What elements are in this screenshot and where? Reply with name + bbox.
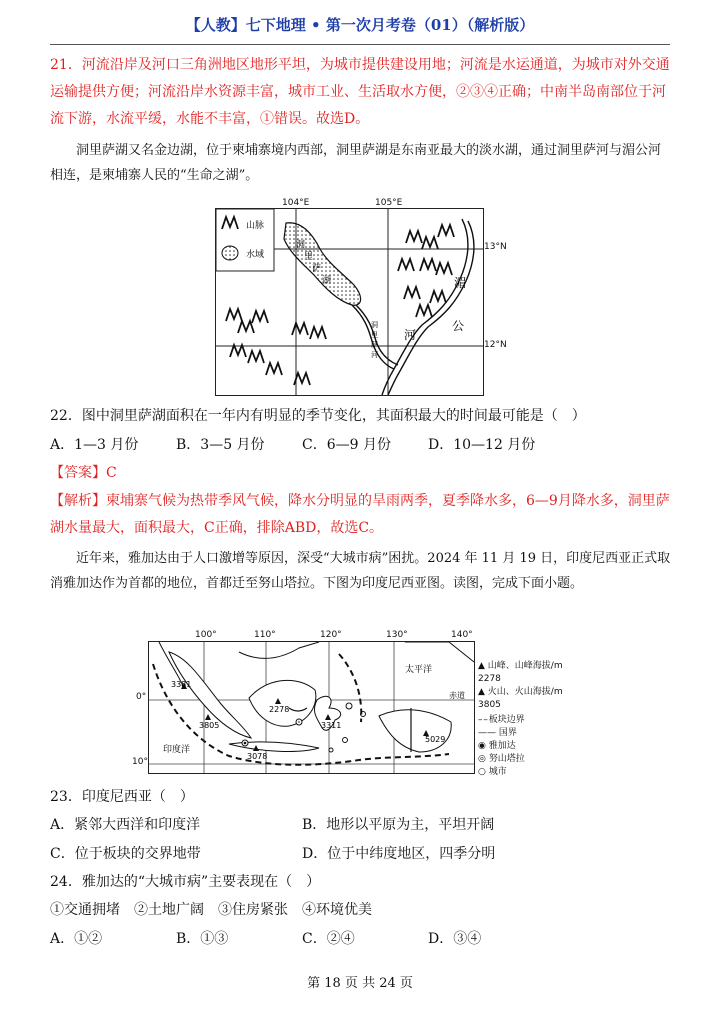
map2-lon-120: 120° xyxy=(320,630,342,640)
legend-volcano-value: 3805 xyxy=(478,700,501,710)
indonesia-map xyxy=(148,641,475,774)
q22-intro: 洞里萨湖又名金边湖，位于柬埔寨境内西部，洞里萨湖是东南亚最大的淡水湖，通过洞里萨河与湄公河相连，是柬埔寨人民的“生命之湖”。 xyxy=(50,143,662,183)
answer-label: 【答案】 xyxy=(50,465,106,481)
q23-intro: 近年来，雅加达由于人口激增等原因，深受“大城市病”困扰。2024 年 11 月 19 日，印度尼西亚正式取消雅加达作为首都的地位，首都迁至努山塔拉。下图为印度尼西亚图。读图，完成下面小题。 xyxy=(50,551,671,591)
peak-label-5: 3078 xyxy=(247,752,268,761)
mekong-char-1: 湄 xyxy=(454,276,467,290)
kalimantan-island xyxy=(249,680,316,726)
q23-option-a: A．紧邻大西洋和印度洋 xyxy=(50,817,201,833)
map2-lat-10: 10° xyxy=(132,757,148,767)
map2-lat-0: 0° xyxy=(136,692,147,702)
q22-answer xyxy=(50,462,117,482)
peak-label-6: 5029 xyxy=(425,735,446,744)
legend-city-label: 城市 xyxy=(488,767,507,777)
map1-lat-13: 13°N xyxy=(484,242,507,252)
mekong-char-3: 河 xyxy=(404,328,417,342)
analysis-label: 【解析】 xyxy=(50,493,106,509)
q23-option-b: B．地形以平原为主，平坦开阔 xyxy=(302,817,495,833)
legend-plate-icon: – – xyxy=(478,715,489,725)
map1-lon-104: 104°E xyxy=(282,198,310,208)
peak-label-4: 3311 xyxy=(321,721,342,730)
map2-lon-100: 100° xyxy=(195,630,217,640)
legend-water-label: 水域 xyxy=(246,250,265,260)
legend-border-icon: —— xyxy=(478,728,496,738)
map2-lon-130: 130° xyxy=(386,630,408,640)
lake-char-4: 湖 xyxy=(322,276,332,286)
legend-city-icon: ○ xyxy=(478,767,486,777)
peak-label-1: 3381 xyxy=(171,680,192,689)
river-char-3: 萨 xyxy=(371,341,378,349)
q23-option-c: C．位于板块的交界地带 xyxy=(50,846,201,862)
q24-option-d: D．③④ xyxy=(428,931,482,947)
map1-lon-105: 105°E xyxy=(375,198,403,208)
q24-option-a: A．①② xyxy=(50,931,103,947)
tonle-sap-map xyxy=(215,208,484,396)
peak-label-3: 2278 xyxy=(269,705,290,714)
legend-volcano-icon: ▲ xyxy=(478,687,485,697)
q24-option-c: C．②④ xyxy=(302,931,355,947)
indonesia-map-legend xyxy=(478,660,638,779)
page-header-title: 【人教】七下地理 • 第一次月考卷（01）（解析版） xyxy=(185,16,535,34)
q24-option-b: B．①③ xyxy=(176,931,229,947)
equator-label: 赤道 xyxy=(449,691,465,700)
lake-char-2: 里 xyxy=(304,252,314,262)
q24-items: ①交通拥堵 ②土地广阔 ③住房紧张 ④环境优美 xyxy=(50,902,372,918)
q21-explanation: 21．河流沿岸及河口三角洲地区地形平坦，为城市提供建设用地；河流是水运通道，为城市对外交通运输提供方便；河流沿岸水资源丰富，城市工业、生活取水方便，②③④正确；中南半岛南部位于河流下游，水流平缓，水能不丰富，①错误。故选D。 xyxy=(50,57,670,127)
legend-water-icon xyxy=(222,246,238,260)
legend-peak-value: 2278 xyxy=(478,674,501,684)
legend-plate-label: 板块边界 xyxy=(488,715,525,725)
q22-option-b: B．3—5 月份 xyxy=(176,437,265,453)
mekong-char-2: 公 xyxy=(452,319,465,333)
legend-peak-icon: ▲ xyxy=(478,661,485,671)
pacific-ocean-label: 太平洋 xyxy=(405,665,433,675)
legend-volcano-label: 火山、火山海拔/m xyxy=(487,687,563,697)
peak-label-2: 3805 xyxy=(199,721,220,730)
legend-peak-label: 山峰、山峰海拔/m xyxy=(487,661,563,671)
river-char-4: 河 xyxy=(371,351,378,359)
legend-jakarta-icon: ◉ xyxy=(478,741,486,751)
q24-stem: 24．雅加达的“大城市病”主要表现在（ ） xyxy=(50,874,321,890)
mekong-river xyxy=(382,219,468,395)
q23-option-d: D．位于中纬度地区，四季分明 xyxy=(302,846,496,862)
q22-analysis xyxy=(50,488,672,542)
map2-lon-110: 110° xyxy=(254,630,276,640)
legend-mountain-label: 山脉 xyxy=(246,221,265,231)
legend-border-label: 国界 xyxy=(498,728,517,738)
legend-nusantara-icon: ◎ xyxy=(478,754,486,764)
legend-jakarta-label: 雅加达 xyxy=(488,741,516,751)
legend-nusantara-label: 努山塔拉 xyxy=(488,754,525,764)
lake-char-1: 洞 xyxy=(296,240,306,250)
page-footer: 第 18 页 共 24 页 xyxy=(307,976,413,991)
answer-value: C xyxy=(106,465,117,481)
q22-option-a: A．1—3 月份 xyxy=(50,437,139,453)
river-char-2: 里 xyxy=(371,331,378,339)
q22-option-d: D．10—12 月份 xyxy=(428,437,536,453)
tonle-sap-lake xyxy=(284,223,361,305)
map2-lon-140: 140° xyxy=(451,630,473,640)
lake-char-3: 萨 xyxy=(312,264,322,274)
header-divider xyxy=(50,44,670,45)
q22-stem: 22．图中洞里萨湖面积在一年内有明显的季节变化，其面积最大的时间最可能是（ ） xyxy=(50,408,586,424)
river-char-1: 洞 xyxy=(371,321,378,329)
new-guinea-island xyxy=(379,710,451,752)
q23-stem: 23．印度尼西亚（ ） xyxy=(50,789,194,805)
map1-lat-12: 12°N xyxy=(484,340,507,350)
indian-ocean-label: 印度洋 xyxy=(163,745,191,755)
analysis-text: 柬埔寨气候为热带季风气候，降水分明显的旱雨两季，夏季降水多，6—9月降水多，洞里萨湖水量最大，面积最大，C正确，排除ABD，故选C。 xyxy=(50,493,670,536)
q22-option-c: C．6—9 月份 xyxy=(302,437,391,453)
